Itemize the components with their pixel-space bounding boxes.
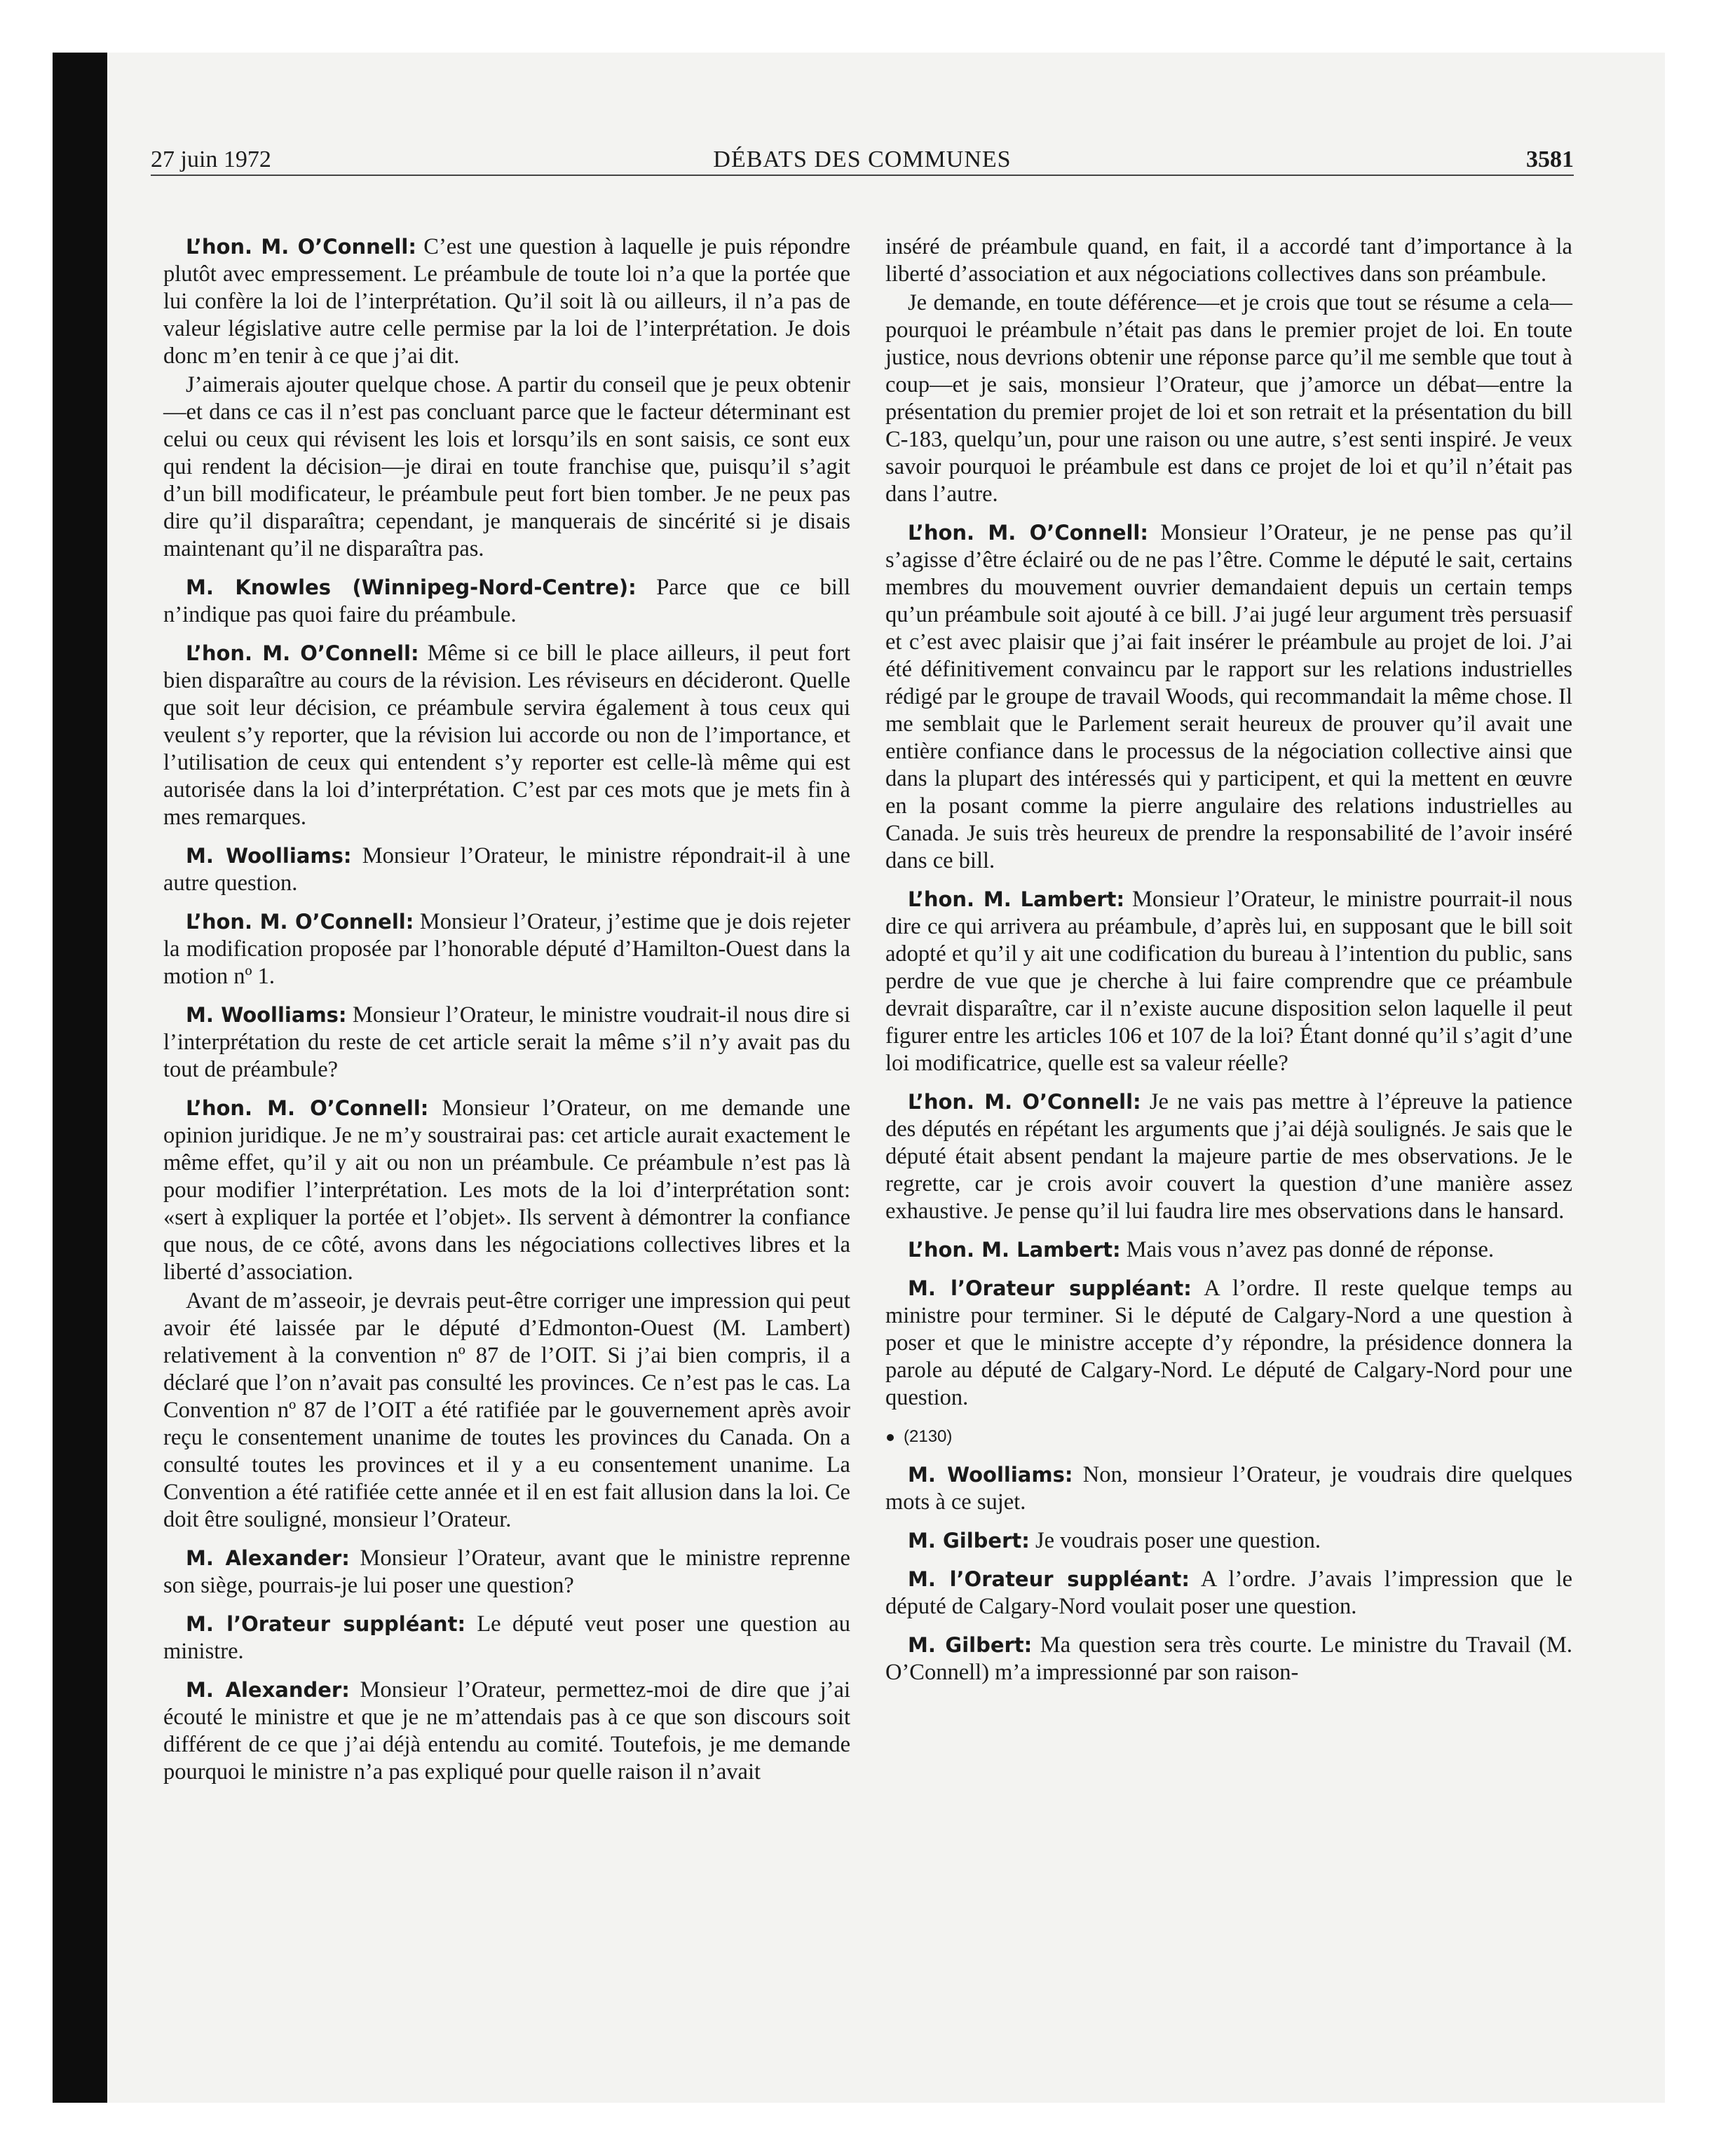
paragraph-text: Monsieur l’Orateur, j’estime que je dois rejeter la modification proposée par l’honorable député d’Hamilton-Ouest dans la motion nº 1. (163, 909, 850, 989)
paragraph-text: J’aimerais ajouter quelque chose. A partir du conseil que je peux obtenir—et dans ce cas il n’est pas concluant parce que le facteur déterminant est celui ou ceux qui révisent les lois et lorsqu’ils en sont saisis, ce sont eux qui rendent la décision—je dirai en toute franchise que, puisqu’il s’agit d’un bill modificateur, le préambule peut fort bien tomber. Je ne peux pas dire qu’il disparaîtra; cependant, je manquerais de sincérité si je disais maintenant qu’il ne disparaîtra pas. (163, 372, 850, 561)
paragraph (163, 371, 850, 563)
paragraph (885, 1089, 1572, 1225)
paragraph-text: Monsieur l’Orateur, le ministre voudrait-il nous dire si l’interprétation du reste de cet article serait la même s’il n’y avait pas du tout de préambule? (163, 1002, 850, 1082)
speaker-name: M. Gilbert: (908, 1633, 1033, 1657)
paragraph (163, 1095, 850, 1286)
document-page (107, 53, 1665, 2103)
paragraph-text: A l’ordre. J’avais l’impression que le député de Calgary-Nord voulait poser une question. (885, 1567, 1572, 1619)
speaker-name: M. Woolliams: (186, 1003, 347, 1027)
paragraph-text: Avant de m’asseoir, je devrais peut-être corriger une impression qui peut avoir été laissée par le député d’Edmonton-Ouest (M. Lambert) relativement à la convention nº 87 de l’OIT. Si j’ai bien compris, il a déclaré que l’on n’avait pas consulté les provinces. Ce n’est pas le cas. La Convention nº 87 de l’OIT a été ratifiée par le gouvernement après avoir reçu le consentement unanime de toutes les provinces du Canada. On a consulté toutes les provinces et il y a eu consentement unanime. La Convention a été ratifiée cette année et il en est fait allusion dans la loi. Ce doit être souligné, monsieur l’Orateur. (163, 1288, 850, 1532)
paragraph (885, 1527, 1572, 1555)
paragraph (885, 233, 1572, 288)
speaker-name: M. l’Orateur suppléant: (908, 1567, 1190, 1591)
speaker-name: L’hon. M. Lambert: (908, 887, 1125, 911)
paragraph (163, 1288, 850, 1534)
paragraph-text: Je voudrais poser une question. (1029, 1528, 1321, 1553)
speaker-name: L’hon. M. O’Connell: (186, 910, 414, 934)
paragraph-text: Non, monsieur l’Orateur, je voudrais dire quelques mots à ce sujet. (885, 1462, 1573, 1515)
header-date: 27 juin 1972 (151, 146, 271, 172)
speaker-name: M. Woolliams: (908, 1463, 1073, 1487)
right-column (885, 233, 1572, 1698)
paragraph (885, 289, 1572, 508)
scan-border (53, 53, 107, 2103)
paragraph (163, 908, 850, 990)
paragraph (885, 1461, 1572, 1516)
paragraph-text: A l’ordre. Il reste quelque temps au ministre pour terminer. Si le député de Calgary-Nord a une question à poser et que le ministre accepte d’y répondre, la présidence donnera la parole au député de Calgary-Nord. Le député de Calgary-Nord pour une question. (885, 1276, 1572, 1410)
paragraph-text: Monsieur l’Orateur, le ministre répondrait-il à une autre question. (163, 843, 850, 896)
speaker-name: M. Woolliams: (186, 844, 352, 868)
paragraph (163, 1002, 850, 1084)
speaker-name: M. l’Orateur suppléant: (908, 1276, 1192, 1300)
paragraph-text: Monsieur l’Orateur, avant que le ministre reprenne son siège, pourrais-je lui poser une question? (163, 1546, 850, 1598)
speaker-name: L’hon. M. Lambert: (908, 1238, 1121, 1262)
paragraph (885, 1566, 1572, 1621)
speaker-name: L’hon. M. O’Connell: (908, 521, 1148, 545)
time-marker (887, 1423, 1572, 1450)
paragraph (163, 1677, 850, 1786)
paragraph-text: Mais vous n’avez pas donné de réponse. (1120, 1237, 1495, 1262)
paragraph-text: Même si ce bill le place ailleurs, il peut fort bien disparaître au cours de la révision. Les réviseurs en décideront. Quelle que soit leur décision, ce préambule servira également à tous ceux qui veulent s’y reporter, que la révision lui accorde ou non de l’importance, et l’utilisation de ceux qui entendent s’y reporter est celle-là même qui est autorisée dans la loi d’interprétation. C’est par ces mots que je mets fin à mes remarques. (163, 641, 850, 830)
paragraph (163, 233, 850, 370)
paragraph-text: inséré de préambule quand, en fait, il a accordé tant d’importance à la liberté d’association et aux négociations collectives dans son préambule. (885, 234, 1572, 287)
speaker-name: L’hon. M. O’Connell: (908, 1090, 1141, 1114)
bullet-icon (887, 1434, 894, 1441)
speaker-name: L’hon. M. O’Connell: (186, 235, 416, 259)
speaker-name: L’hon. M. O’Connell: (186, 641, 419, 665)
paragraph (885, 1632, 1572, 1686)
speaker-name: M. Alexander: (186, 1678, 350, 1702)
paragraph (163, 1545, 850, 1599)
paragraph-text: Parce que ce bill n’indique pas quoi faire du préambule. (163, 575, 850, 627)
header-title: DÉBATS DES COMMUNES (713, 146, 1012, 172)
speaker-name: M. Alexander: (186, 1546, 350, 1570)
time-marker-text: (2130) (904, 1427, 953, 1446)
speaker-name: M. l’Orateur suppléant: (186, 1612, 466, 1636)
left-column (163, 233, 850, 1797)
page-number: 3581 (1526, 146, 1574, 172)
paragraph (163, 574, 850, 629)
paragraph (163, 1611, 850, 1665)
paragraph-text: Monsieur l’Orateur, le ministre pourrait-il nous dire ce qui arrivera au préambule, d’après lui, en supposant que le bill soit adopté et qu’il y ait une codification du bureau à l’intention du public, sans perdre de vue que je cherche à lui faire comprendre que ce préambule devrait disparaître, car il n’existe aucune disposition selon laquelle il peut figurer entre les articles 106 et 107 de la loi? Étant donné qu’il s’agit d’une loi modificatrice, quelle est sa valeur réelle? (885, 887, 1572, 1076)
paragraph-text: Je demande, en toute déférence—et je crois que tout se résume a cela—pourquoi le préambule n’était pas dans le premier projet de loi. En toute justice, nous devrions obtenir une réponse parce qu’il me semble que tout à coup—et je sais, monsieur l’Orateur, que j’amorce un débat—entre la présentation du premier projet de loi et son retrait et la présentation du bill C-183, quelqu’un, pour une raison ou une autre, s’est senti inspiré. Je veux savoir pourquoi le préambule est dans ce projet de loi et qu’il n’était pas dans l’autre. (885, 290, 1572, 507)
paragraph-text: Ma question sera très courte. Le ministre du Travail (M. O’Connell) m’a impressionné par son raison- (885, 1632, 1572, 1685)
speaker-name: L’hon. M. O’Connell: (186, 1096, 429, 1120)
paragraph (885, 886, 1572, 1077)
paragraph-text: Monsieur l’Orateur, je ne pense pas qu’il s’agisse d’être éclairé ou de ne pas l’être. Comme le député le sait, certains membres du mouvement ouvrier demandaient depuis un certain temps qu’un préambule soit ajouté à ce bill. J’ai jugé leur argument très persuasif et c’est avec plaisir que j’ai fait insérer le préambule au projet de loi. J’ai été définitivement convaincu par le rapport sur les relations industrielles rédigé par le groupe de travail Woods, qui recommandait la même chose. Il me semblait que le Parlement serait heureux de prouver qu’il avait une entière confiance dans le processus de la négociation collective ainsi que dans la plupart des intéressés qui y participent, et qui la mettent en œuvre en la posant comme la pierre angulaire des relations industrielles au Canada. Je suis très heureux de prendre la responsabilité de l’avoir inséré dans ce bill. (885, 520, 1573, 873)
running-head (151, 144, 1574, 176)
paragraph-text: Monsieur l’Orateur, on me demande une opinion juridique. Je ne m’y soustrairai pas: cet article aurait exactement le même effet, qu’il y ait ou non un préambule. Ce préambule n’est pas là pour modifier l’interprétation. Les mots de la loi d’interprétation sont: «sert à expliquer la portée et l’objet». Ils servent à démontrer la confiance que nous, de ce côté, avons dans les négociations collectives libres et la liberté d’association. (163, 1096, 850, 1285)
speaker-name: M. Knowles (Winnipeg-Nord-Centre): (186, 575, 637, 599)
paragraph-text: Monsieur l’Orateur, permettez-moi de dire que j’ai écouté le ministre et que je ne m’attendais pas à ce que son discours soit différent de ce que j’ai déjà entendu au comité. Toutefois, je me demande pourquoi le ministre n’a pas expliqué pour quelle raison il n’avait (163, 1677, 850, 1785)
paragraph (885, 519, 1572, 875)
paragraph (885, 1236, 1572, 1264)
paragraph (163, 842, 850, 897)
speaker-name: M. Gilbert: (908, 1529, 1030, 1553)
paragraph-text: C’est une question à laquelle je puis répondre plutôt avec empressement. Le préambule de toute loi n’a que la portée que lui confère la loi de l’interprétation. Qu’il soit là ou ailleurs, il n’a pas de valeur législative autre celle permise par la loi de l’interprétation. Je dois donc m’en tenir à ce que j’ai dit. (163, 234, 851, 369)
paragraph-text: Le député veut poser une question au ministre. (163, 1611, 850, 1664)
paragraph-text: Je ne vais pas mettre à l’épreuve la patience des députés en répétant les arguments que j’ai déjà soulignés. Je sais que le député était absent pendant la majeure partie de mes observations. Je le regrette, car je crois avoir couvert la question d’une manière assez exhaustive. Je pense qu’il lui faudra lire mes observations dans le hansard. (885, 1089, 1573, 1224)
paragraph (163, 640, 850, 831)
paragraph (885, 1275, 1572, 1412)
